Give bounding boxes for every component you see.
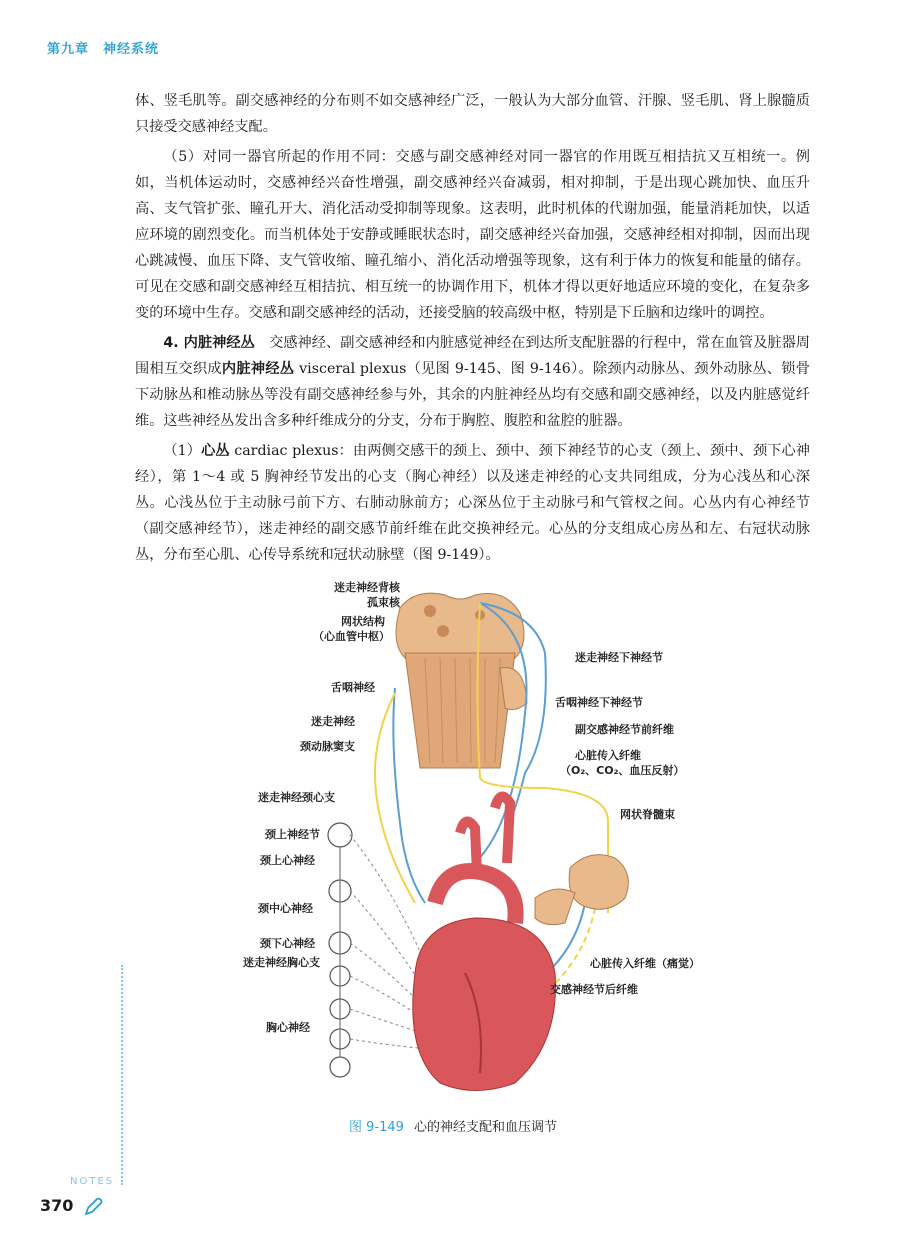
notes-label: NOTES [70, 1176, 115, 1187]
medulla-illustration [396, 593, 527, 768]
right-labels [550, 650, 700, 996]
figure-label: 颈上心神经 [260, 854, 315, 867]
figure-label: 颈上神经节 [265, 828, 320, 841]
figure-label: 心脏传入纤维 [575, 749, 641, 762]
figure-label: （心血管中枢） [313, 630, 390, 643]
figure-title: 心的神经支配和血压调节 [413, 1120, 557, 1135]
body-text [135, 88, 810, 568]
section-heading: 4. 内脏神经丛 [163, 335, 255, 351]
figure-label: 交感神经节后纤维 [550, 983, 638, 996]
page-number: 370 [40, 1196, 74, 1215]
figure-label: 迷走神经 [311, 715, 355, 728]
figure-label: 颈动脉窦支 [300, 740, 355, 753]
figure-label: 胸心神经 [266, 1021, 310, 1034]
paragraph-4: （1）心丛 cardiac plexus：由两侧交感干的颈上、颈中、颈下神经节的心支（颈上、颈中、颈下心神经），第 1～4 或 5 胸神经节发出的心支（胸心神经）以及迷走神经的心支共同组成，分为心浅丛和心深丛。心浅丛位于主动脉弓前下方、右肺动脉前方；心深丛位于主动脉弓和气管杈之间。心丛内有心神经节（副交感神经节），迷走神经的副交感节前纤维在此交换神经元。心丛的分支组成心房丛和左、右冠状动脉丛，分布至心肌、心传导系统和冠状动脉壁（图 9-149）。 [135, 443, 810, 563]
figure-label: 迷走神经颈心支 [258, 791, 335, 804]
figure-label: 心脏传入纤维（痛觉） [590, 957, 700, 970]
figure-label: 孤束核 [367, 596, 400, 609]
heart-illustration [413, 797, 556, 1091]
pencil-icon [82, 1196, 104, 1218]
figure-label: 网状脊髓束 [620, 808, 675, 821]
figure-label: 颈中心神经 [258, 902, 313, 915]
figure-number: 图 9-149 [349, 1120, 404, 1135]
term: 内脏神经丛 [221, 361, 295, 377]
paragraph-2: （5）对同一器官所起的作用不同：交感与副交感神经对同一器官的作用既互相拮抗又互相统一。例如，当机体运动时，交感神经兴奋性增强，副交感神经兴奋减弱，相对抑制，于是出现心跳加快、血压升高、支气管扩张、瞳孔开大、消化活动受抑制等现象。这表明，此时机体的代谢加强，能量消耗加快，以适应环境的剧烈变化。而当机体处于安静或睡眠状态时，副交感神经兴奋加强，交感神经相对抑制，因而出现心跳减慢、血压下降、支气管收缩、瞳孔缩小、消化活动增强等现象，这有利于体力的恢复和能量的储存。可见在交感和副交感神经互相拮抗、相互统一的协调作用下，机体才得以更好地适应环境的变化，在复杂多变的环境中生存。交感和副交感神经的活动，还接受脑的较高级中枢，特别是下丘脑和边缘叶的调控。 [135, 149, 810, 321]
figure-label: 颈下心神经 [260, 937, 315, 950]
chapter-title: 神经系统 [103, 42, 160, 57]
figure-label: 副交感神经节前纤维 [575, 723, 674, 736]
figure-label: 舌咽神经 [331, 681, 375, 694]
paragraph-1: 体、竖毛肌等。副交感神经的分布则不如交感神经广泛，一般认为大部分血管、汗腺、竖毛肌、肾上腺髓质只接受交感神经支配。 [135, 93, 810, 135]
notes-divider [121, 965, 123, 1185]
running-header [47, 38, 159, 57]
sympathetic-chain [328, 823, 352, 1077]
figure-label: 网状结构 [341, 615, 385, 628]
figure-label: 迷走神经背核 [334, 581, 400, 594]
figure-label: 舌咽神经下神经节 [555, 696, 643, 709]
paragraph-3: 4. 内脏神经丛 交感神经、副交感神经和内脏感觉神经在到达所支配脏器的行程中，常在血管及脏器周围相互交织成内脏神经丛 visceral plexus（见图 9-145、图 9-146）。除颈内动脉丛、颈外动脉丛、锁骨下动脉丛和椎动脉丛等没有副交感神经参与外，其余的内脏神经丛均有交感和副交感神经，以及内脏感觉纤维。这些神经丛发出含多种纤维成分的分支，分布于胸腔、腹腔和盆腔的脏器。 [135, 335, 810, 429]
figure-label: 迷走神经下神经节 [575, 651, 663, 664]
chapter-number: 第九章 [47, 42, 90, 57]
figure-label: 迷走神经胸心支 [243, 956, 320, 969]
figure-label: （O₂、CO₂、血压反射） [560, 764, 685, 777]
figure-caption [0, 1116, 906, 1135]
subsection-heading: 心丛 [201, 443, 230, 459]
cardiac-innervation-figure [215, 573, 755, 1103]
